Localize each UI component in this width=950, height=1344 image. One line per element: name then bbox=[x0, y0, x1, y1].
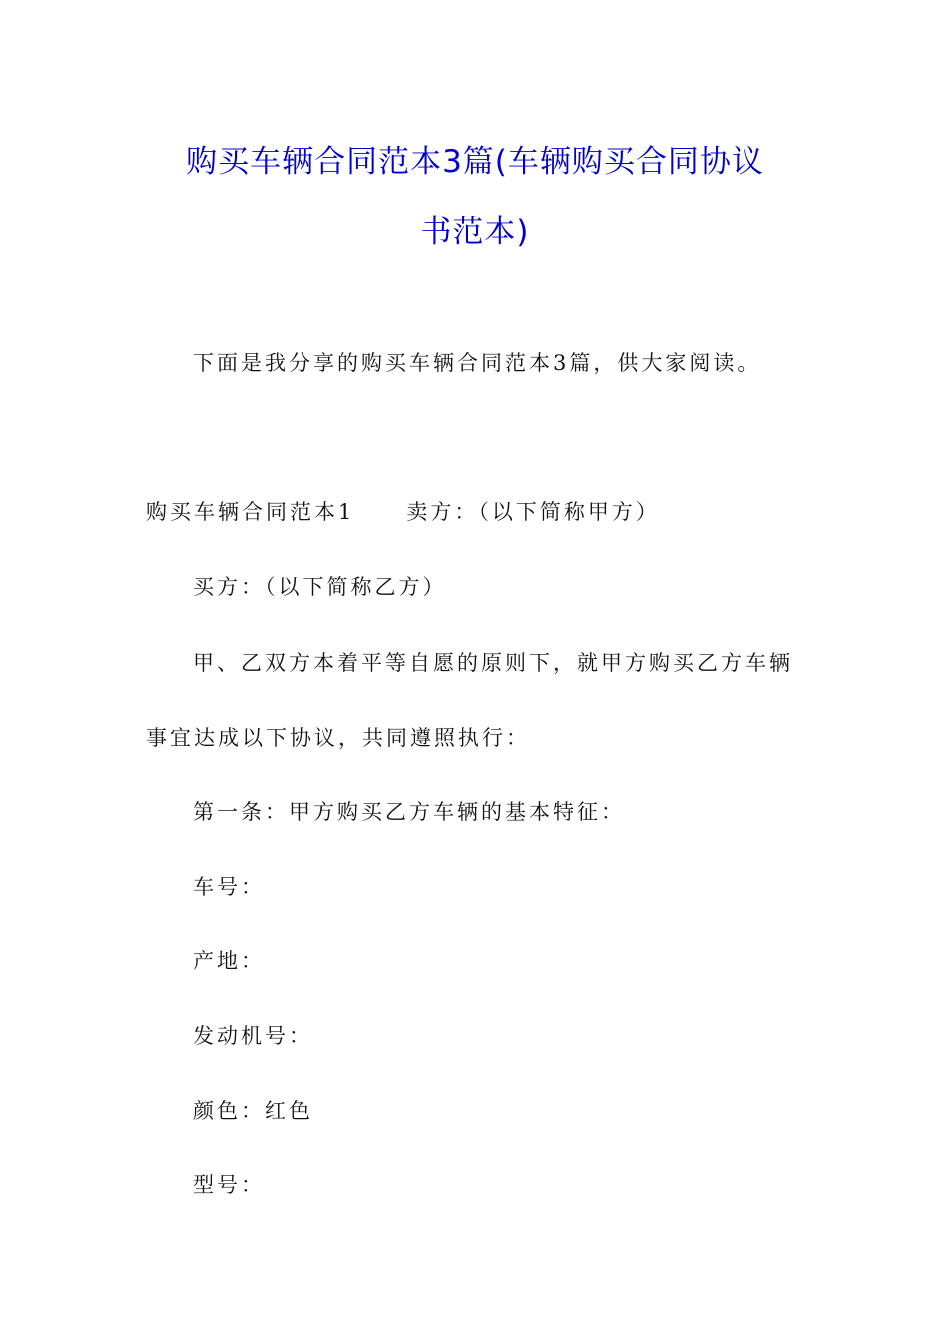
seller-label: 卖方：（以下简称甲方） bbox=[406, 500, 660, 524]
intro-paragraph: 下面是我分享的购买车辆合同范本3篇，供大家阅读。 bbox=[193, 351, 762, 375]
section-heading: 购买车辆合同范本1 bbox=[146, 500, 355, 524]
field-engine-number: 发动机号： bbox=[193, 1024, 313, 1048]
field-color: 颜色：红色 bbox=[193, 1099, 313, 1123]
document-title-line-1: 购买车辆合同范本3篇(车辆购买合同协议 bbox=[186, 144, 764, 180]
buyer-label: 买方：（以下简称乙方） bbox=[193, 575, 447, 599]
agreement-line-2: 事宜达成以下协议，共同遵照执行： bbox=[146, 726, 530, 750]
section-heading-line bbox=[146, 496, 660, 526]
field-model: 型号： bbox=[193, 1173, 265, 1197]
agreement-line-1: 甲、乙双方本着平等自愿的原则下，就甲方购买乙方车辆 bbox=[193, 651, 793, 675]
document-title-line-2: 书范本) bbox=[420, 214, 530, 250]
field-plate-number: 车号： bbox=[193, 875, 265, 899]
article-1-heading: 第一条：甲方购买乙方车辆的基本特征： bbox=[193, 800, 625, 824]
field-origin: 产地： bbox=[193, 949, 265, 973]
